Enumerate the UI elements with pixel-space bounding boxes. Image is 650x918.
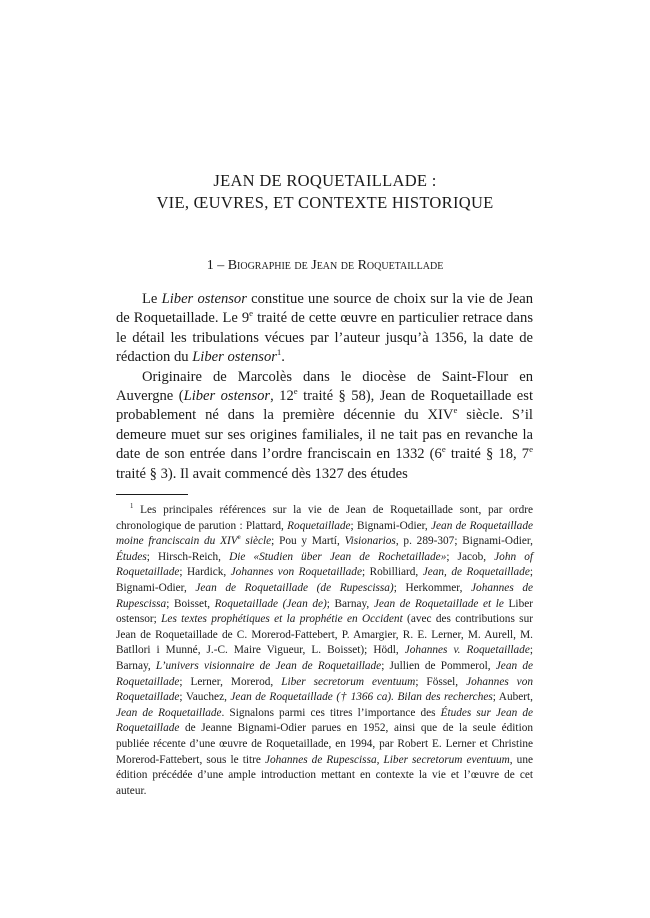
footnote-separator — [116, 494, 188, 495]
chapter-title-line-1: JEAN DE ROQUETAILLADE : — [213, 171, 437, 190]
body-text — [116, 290, 533, 484]
section-heading: 1 – Biographie de Jean de Roquetaillade — [206, 258, 444, 273]
footnote-reference: 1 — [276, 347, 282, 358]
paragraph-2: Originaire de Marcolès dans le diocèse de Saint-Flour en Auvergne (Liber ostensor, 12e traité § 58), Jean de Roquetaillade est probablement né dans la première décennie du XIVe siècle. S’il demeure muet sur ses origines familiales, il ne tait pas en revanche la date de son entrée dans l’ordre franciscain en 1332 (6e traité § 18, 7e traité § 3). Il avait commencé dès 1327 des études — [116, 368, 533, 482]
footnote-1: $^1$ Les principales références sur la vie de Jean de Roquetaillade sont, par ordre chronologique de parution : Plattard, Roquetaillade; Bignami-Odier, Jean de Roquetaillade moine franciscain du XIVe siècle; Pou y Martí, Visionarios, p. 289-307; Bignami-Odier, Études; Hirsch-Reich, Die «Studien über Jean de Rochetaillade»; Jacob, John of Roquetaillade; Hardick, Johannes von Roquetaillade; Robilliard, Jean, de Roquetaillade; Bignami-Odier, Jean de Roquetaillade (de Rupescissa); Herkommer, Johannes de Rupescissa; Boisset, Roquetaillade (Jean de); Barnay, Jean de Roquetaillade et le Liber ostensor; Les textes prophétiques et la prophétie en Occident (avec des contributions sur Jean de Roquetaillade de C. Morerod-Fattebert, P. Amargier, R. E. Lerner, M. Aurell, M. Batllori i Munné, J.-C. Maire Vigueur, L. Boisset); Hödl, Johannes v. Roquetaillade; Barnay, L’univers visionnaire de Jean de Roquetaillade; Jullien de Pommerol, Jean de Roquetaillade; Lerner, Morerod, Liber secretorum eventuum; Fössel, Johannes von Roquetaillade; Vauchez, Jean de Roquetaillade († 1366 ca). Bilan des recherches; Aubert, Jean de Roquetaillade. Signalons parmi ces titres l’importance des Études sur Jean de Roquetaillade de Jeanne Bignami-Odier parues en 1952, ainsi que de la seule édition publiée récente d’une œuvre de Roquetaillade, en 1994, par Robert E. Lerner et Christine Morerod-Fattebert, sous le titre Johannes de Rupescissa, Liber secretorum eventuum, une édition précédée d’une ample introduction mettant en contexte la vie et l’œuvre de cet auteur. — [116, 503, 534, 797]
paragraph-1: Le Liber ostensor constitue une source de choix sur la vie de Jean de Roquetaillade. Le 9e traité de cette œuvre en particulier retrace dans le détail les tribulations vécues par l’auteur jusqu’à 1356, la date de rédaction du Liber ostensor$^1$. — [116, 291, 534, 366]
chapter-title-line-2: VIE, ŒUVRES, ET CONTEXTE HISTORIQUE — [156, 193, 494, 212]
footnote-marker: 1 — [130, 503, 134, 511]
footnote — [116, 503, 533, 799]
chapter-title — [80, 170, 570, 214]
